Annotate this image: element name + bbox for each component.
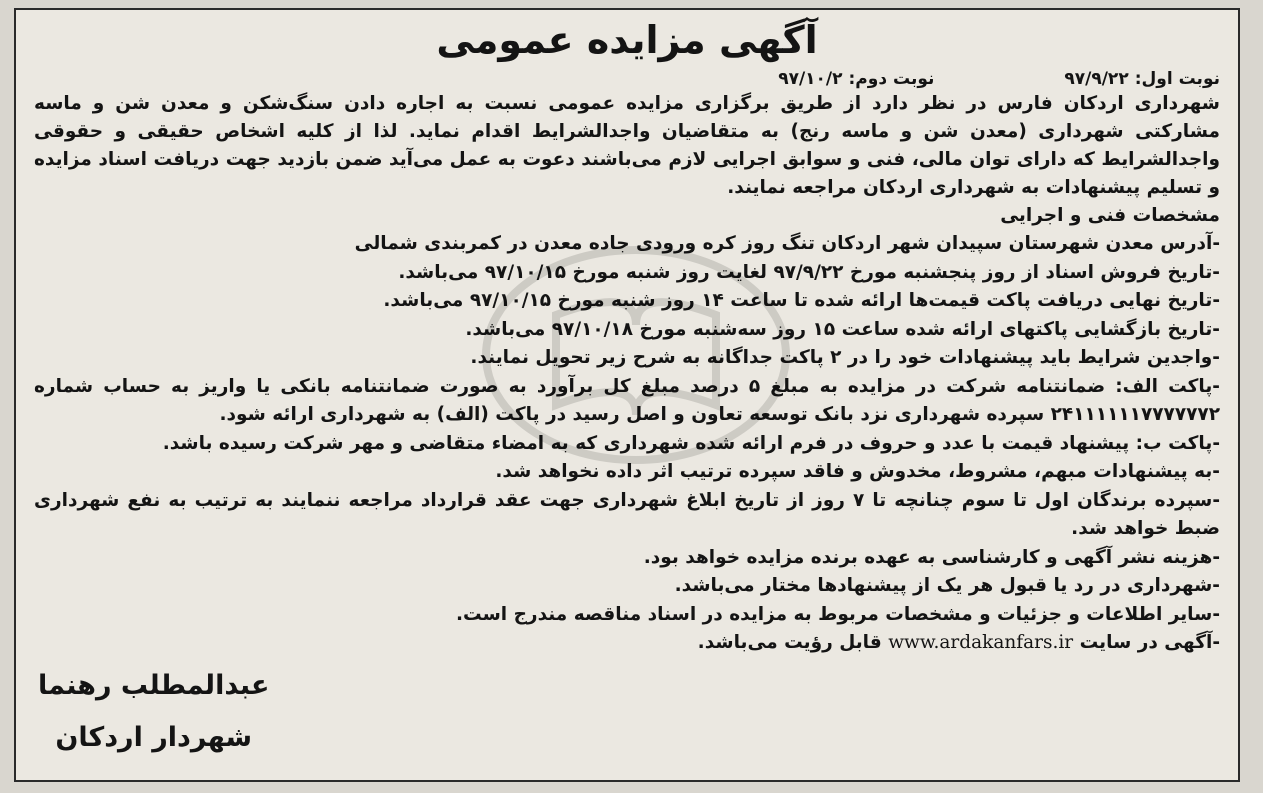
issue-first — [1064, 68, 1220, 90]
issue-first-label: نوبت اول: — [1134, 69, 1220, 89]
notice-title: آگهی مزایده عمومی — [436, 18, 818, 62]
list-item: -سپرده برندگان اول تا سوم چنانچه تا ۷ روز از تاریخ ابلاغ شهرداری جهت عقد قرارداد مراجعه ننمایند به ترتیب به نفع شهرداری ضبط خواهد شد. — [34, 489, 1220, 539]
signature-block — [38, 660, 269, 764]
issue-second-value: ۹۷/۱۰/۲ — [778, 69, 843, 89]
notice-page — [14, 8, 1240, 782]
list-item: -تاریخ نهایی دریافت پاکت قیمت‌ها ارائه شده تا ساعت ۱۴ روز شنبه مورخ ۹۷/۱۰/۱۵ می‌باشد. — [383, 290, 1220, 311]
website-suffix: قابل رؤیت می‌باشد. — [697, 632, 882, 653]
list-item: -آدرس معدن شهرستان سپیدان شهر اردکان تنگ روز کره ورودی جاده معدن در کمربندی شمالی — [354, 233, 1220, 254]
list-item: -شهرداری در رد یا قبول هر یک از پیشنهادها مختار می‌باشد. — [674, 575, 1220, 596]
signature-title: شهردار اردکان — [55, 722, 253, 753]
website-link[interactable]: www.ardakanfars.ir — [888, 632, 1074, 653]
section-title: مشخصات فنی و اجرایی — [1000, 205, 1220, 226]
conditions-list — [34, 230, 1220, 658]
issue-dates — [34, 68, 1220, 90]
list-item: -تاریخ بازگشایی پاکتهای ارائه شده ساعت ۱۵ روز سه‌شنبه مورخ ۹۷/۱۰/۱۸ می‌باشد. — [465, 318, 1220, 340]
list-item: -سایر اطلاعات و جزئیات و مشخصات مربوط به مزایده در اسناد مناقصه مندرج است. — [456, 603, 1220, 625]
list-item: -هزینه نشر آگهی و کارشناسی به عهده برنده مزایده خواهد بود. — [643, 546, 1220, 568]
issue-second — [778, 68, 934, 90]
issue-second-label: نوبت دوم: — [848, 69, 935, 89]
signature-name: عبدالمطلب رهنما — [38, 670, 270, 701]
issue-first-value: ۹۷/۹/۲۲ — [1064, 69, 1129, 89]
list-item: -پاکت الف: ضمانتنامه شرکت در مزایده به مبلغ ۵ درصد مبلغ کل برآورد به صورت ضمانتنامه بانکی یا واریز به حساب شماره ۲۴۱۱۱۱۱۱۷۷۷۷۷۷۲ سپرده شهرداری نزد بانک توسعه تعاون و اصل رسید در پاکت (الف) به شهرداری ارائه شود. — [34, 375, 1220, 425]
website-prefix: -آگهی در سایت — [1079, 632, 1220, 653]
list-item: -واجدین شرایط باید پیشنهادات خود را در ۲ پاکت جداگانه به شرح زیر تحویل نمایند. — [470, 347, 1220, 368]
list-item: -به پیشنهادات مبهم، مشروط، مخدوش و فاقد سپرده ترتیب اثر داده نخواهد شد. — [495, 461, 1220, 482]
list-item-website — [224, 629, 1220, 658]
intro-paragraph: شهرداری اردکان فارس در نظر دارد از طریق برگزاری مزایده عمومی نسبت به اجاره دادن سنگ‌شکن و معدن شن و ماسه مشارکتی شهرداری (معدن شن و ماسه رنج) به متقاضیان واجدالشرایط اقدام نماید. لذا از کلیه اشخاص حقیقی و حقوقی واجدالشرایط که دارای توان مالی، فنی و سوابق اجرایی لازم می‌باشند دعوت به عمل می‌آید ضمن بازدید جهت دریافت اسناد مزایده و تسلیم پیشنهادات به شهرداری اردکان مراجعه نمایند. — [34, 93, 1220, 198]
list-item: -تاریخ فروش اسناد از روز پنجشنبه مورخ ۹۷/۹/۲۲ لغایت روز شنبه مورخ ۹۷/۱۰/۱۵ می‌باشد. — [398, 261, 1220, 283]
list-item: -پاکت ب: پیشنهاد قیمت با عدد و حروف در فرم ارائه شده شهرداری که به امضاء متقاضی و مهر شرکت رسیده باشد. — [162, 432, 1220, 454]
